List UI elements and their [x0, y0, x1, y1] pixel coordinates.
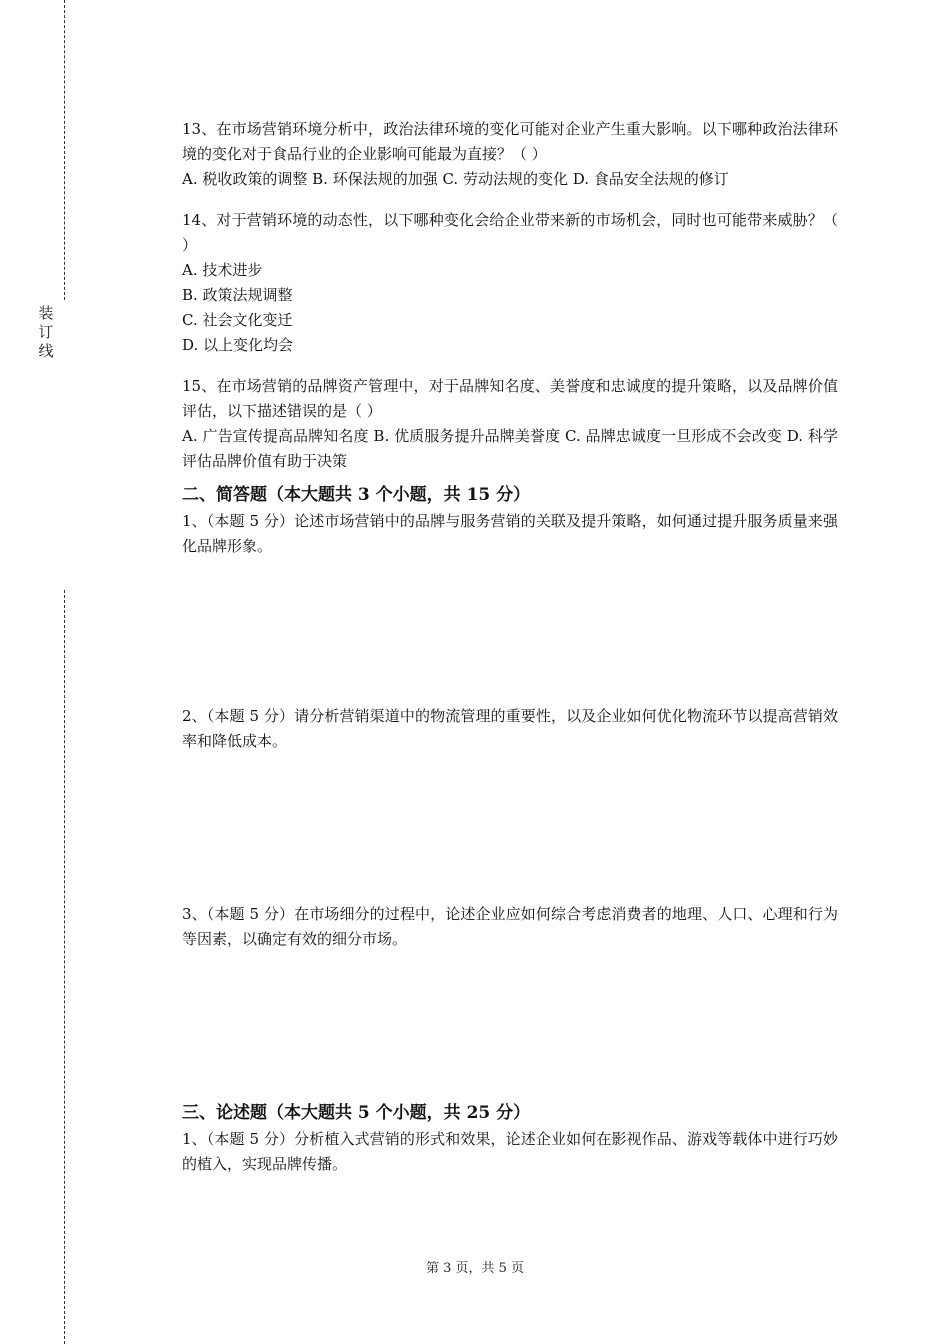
- section-title-essay: 三、论述题（本大题共 5 个小题，共 25 分）: [182, 1103, 531, 1123]
- page-number: 第 3 页，共 5 页: [425, 1261, 525, 1276]
- option-c: C. 社会文化变迁: [182, 311, 293, 329]
- options-line: A. 税收政策的调整 B. 环保法规的加强 C. 劳动法规的变化 D. 食品安全法规的修订: [182, 170, 729, 188]
- option-d: D. 以上变化均会: [182, 336, 294, 354]
- binding-label: [36, 304, 56, 361]
- option-b: B. 政策法规调整: [182, 286, 293, 304]
- short-answer-question-2: 2、（本题 5 分）请分析营销渠道中的物流管理的重要性，以及企业如何优化物流环节以提高营销效率和降低成本。: [182, 707, 838, 750]
- answer-space: [182, 952, 838, 1092]
- binding-char: 线: [38, 342, 54, 360]
- answer-space: [182, 559, 838, 704]
- essay-question-1: 1、（本题 5 分）分析植入式营销的形式和效果，论述企业如何在影视作品、游戏等载体中进行巧妙的植入，实现品牌传播。: [182, 1130, 838, 1173]
- options-line: A. 广告宣传提高品牌知名度 B. 优质服务提升品牌美誉度 C. 品牌忠诚度一旦形成不会改变 D. 科学评估品牌价值有助于决策: [182, 427, 838, 470]
- exam-content: [182, 117, 838, 1177]
- binding-char: 装: [38, 304, 54, 322]
- binding-line-bottom: [64, 590, 65, 1344]
- answer-space: [182, 754, 838, 902]
- option-a: A. 技术进步: [182, 261, 263, 279]
- short-answer-question-1: 1、（本题 5 分）论述市场营销中的品牌与服务营销的关联及提升策略，如何通过提升服务质量来强化品牌形象。: [182, 512, 838, 555]
- question-text: 14、对于营销环境的动态性，以下哪种变化会给企业带来新的市场机会，同时也可能带来威胁？（ ）: [182, 211, 838, 254]
- question-text: 13、在市场营销环境分析中，政治法律环境的变化可能对企业产生重大影响。以下哪种政治法律环境的变化对于食品行业的企业影响可能最为直接？（ ）: [182, 120, 838, 163]
- binding-line-top: [64, 0, 65, 300]
- short-answer-question-3: 3、（本题 5 分）在市场细分的过程中，论述企业应如何综合考虑消费者的地理、人口、心理和行为等因素，以确定有效的细分市场。: [182, 905, 838, 948]
- question-14: [182, 208, 838, 358]
- question-15: [182, 374, 838, 474]
- question-13: [182, 117, 838, 192]
- binding-char: 订: [38, 323, 54, 341]
- question-text: 15、在市场营销的品牌资产管理中，对于品牌知名度、美誉度和忠诚度的提升策略，以及品牌价值评估，以下描述错误的是（ ）: [182, 377, 838, 420]
- section-title-short-answer: 二、简答题（本大题共 3 个小题，共 15 分）: [182, 485, 531, 505]
